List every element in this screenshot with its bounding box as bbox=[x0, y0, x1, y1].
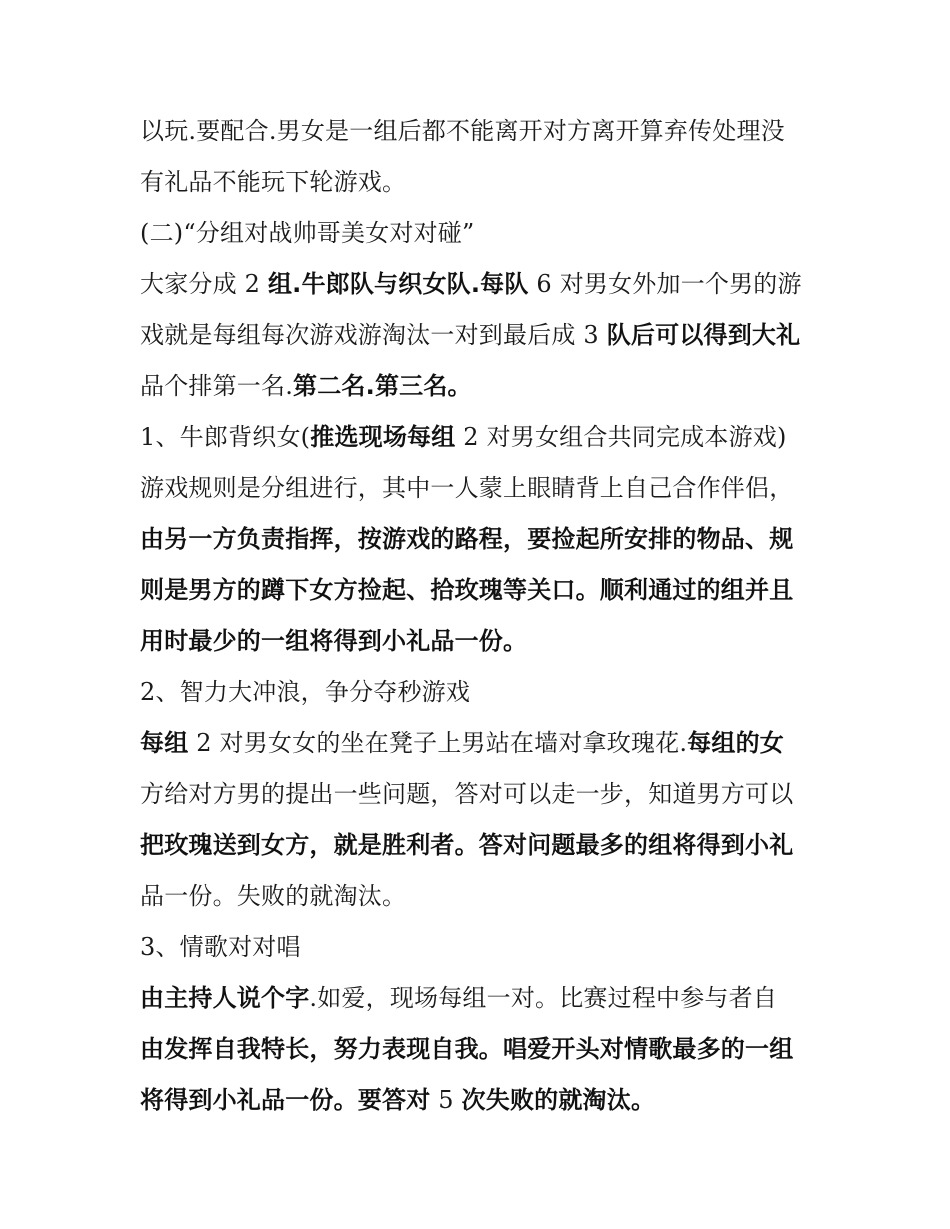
text-segment: .如爱，现场每组一对。比赛过程中参与者自 bbox=[309, 984, 778, 1012]
text-segment: 次失败的就淘汰。 bbox=[461, 1086, 656, 1114]
text-line bbox=[140, 259, 820, 310]
text-segment: 由另一方负责指挥，按游戏的路程，要捡起所安排的物品、规 bbox=[140, 525, 794, 553]
text-segment: 由主持人说个字 bbox=[140, 984, 310, 1012]
text-segment: 5 bbox=[430, 1086, 462, 1114]
text-segment: 3、情歌对对唱 bbox=[140, 933, 301, 961]
text-segment: 由发挥自我特长，努力表现自我。唱爱开头对情歌最多的一组 bbox=[140, 1035, 794, 1063]
text-segment: 戏就是每组每次游戏游淘汰一对到最后成 3 bbox=[140, 321, 607, 349]
text-segment: 6 对男女外加一个男的游 bbox=[528, 270, 802, 298]
text-line bbox=[140, 820, 820, 871]
text-segment: 大家分成 2 bbox=[140, 270, 268, 298]
text-line bbox=[140, 412, 820, 463]
text-line bbox=[140, 463, 820, 514]
document-body bbox=[140, 106, 820, 1126]
text-segment: 品一份。失败的就淘汰。 bbox=[140, 882, 407, 910]
text-line bbox=[140, 718, 820, 769]
text-segment: 组.牛郎队与织女队.每队 bbox=[267, 270, 529, 298]
text-segment: (二)“分组对战帅哥美女对对碰” bbox=[140, 219, 475, 247]
text-segment: 推选现场每组 bbox=[310, 423, 456, 451]
text-line bbox=[140, 106, 820, 157]
text-line bbox=[140, 310, 820, 361]
text-segment: 用时最少的一组将得到小礼品一份。 bbox=[140, 627, 528, 655]
text-line bbox=[140, 361, 820, 412]
text-line bbox=[140, 1024, 820, 1075]
text-segment: 队后可以得到大礼 bbox=[606, 321, 801, 349]
text-line bbox=[140, 616, 820, 667]
text-segment: 2 对男女组合共同完成本游戏) bbox=[455, 423, 787, 451]
text-segment: 有礼品不能玩下轮游戏。 bbox=[140, 168, 407, 196]
text-line bbox=[140, 565, 820, 616]
text-line bbox=[140, 208, 820, 259]
text-segment: 以玩.要配合.男女是一组后都不能离开对方离开算弃传处理没 bbox=[140, 117, 785, 145]
text-line bbox=[140, 157, 820, 208]
text-segment: 每组 bbox=[140, 729, 189, 757]
text-line bbox=[140, 922, 820, 973]
text-line bbox=[140, 871, 820, 922]
text-line bbox=[140, 973, 820, 1024]
text-segment: 游戏规则是分组进行，其中一人蒙上眼睛背上自己合作伴侣， bbox=[140, 474, 794, 502]
text-line bbox=[140, 769, 820, 820]
text-segment: 2 对男女女的坐在凳子上男站在墙对拿玫瑰花. bbox=[188, 729, 688, 757]
text-line bbox=[140, 514, 820, 565]
text-segment: 每组的女 bbox=[687, 729, 784, 757]
text-segment: 第二名.第三名。 bbox=[293, 372, 472, 400]
text-segment: 品个排第一名. bbox=[140, 372, 294, 400]
text-line bbox=[140, 667, 820, 718]
text-segment: 1、牛郎背织女( bbox=[140, 423, 311, 451]
text-segment: 则是男方的蹲下女方捡起、拾玫瑰等关口。顺利通过的组并且 bbox=[140, 576, 794, 604]
text-segment: 方给对方男的提出一些问题，答对可以走一步，知道男方可以 bbox=[140, 780, 794, 808]
text-segment: 2、智力大冲浪，争分夺秒游戏 bbox=[140, 678, 471, 706]
text-segment: 将得到小礼品一份。要答对 bbox=[140, 1086, 431, 1114]
text-segment: 把玫瑰送到女方，就是胜利者。答对问题最多的组将得到小礼 bbox=[140, 831, 794, 859]
text-line bbox=[140, 1075, 820, 1126]
